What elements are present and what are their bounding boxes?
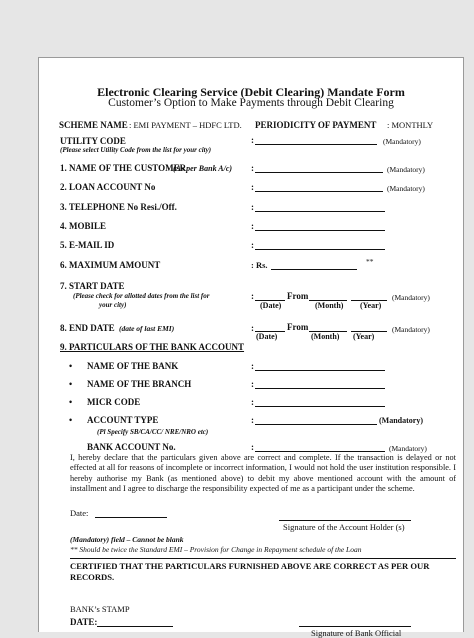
customer-name-label: 1. NAME OF THE CUSTOMER (60, 163, 187, 173)
end-date-note: (date of last EMI) (119, 324, 175, 333)
form-subtitle: Customer’s Option to Make Payments through Debit Clearing (108, 97, 394, 109)
telephone-field[interactable] (255, 211, 385, 212)
start-date-date-caption: (Date) (260, 301, 282, 310)
end-date-year-caption: (Year) (353, 332, 375, 341)
bank-date-label: DATE: (70, 617, 98, 627)
bank-account-no-colon: : (251, 442, 254, 452)
bank-name-colon: : (251, 361, 254, 371)
bank-official-label: Signature of Bank Official (311, 628, 402, 638)
date-label: Date: (70, 508, 89, 518)
signature-label: Signature of the Account Holder (s) (283, 522, 405, 532)
maximum-amount-prefix: : Rs. (251, 260, 268, 270)
loan-account-mandatory: (Mandatory) (387, 184, 425, 193)
end-date-colon: : (251, 323, 254, 333)
end-date-mandatory: (Mandatory) (392, 325, 430, 334)
account-type-note: (Pl Specify SB/CA/CC/ NRE/NRO etc) (97, 428, 209, 436)
bullet-icon: • (69, 415, 73, 425)
customer-name-colon: : (251, 163, 254, 173)
micr-code-colon: : (251, 397, 254, 407)
end-date-date-caption: (Date) (256, 332, 278, 341)
certified-line-2: RECORDS. (70, 572, 115, 582)
start-date-from: From (287, 291, 309, 301)
email-field[interactable] (255, 249, 385, 250)
declaration-text: I, hereby declare that the particulars given above are correct and complete. If the transaction is delayed or not effected at all for reasons of incomplete or incorrect information, I would not hold the user institution responsible. I hereby authorise my Bank (as mentioned above) to debit my above mentioned account with the amount of installment and I agree to discharge the responsibility expected of me as a participant under the scheme. (70, 453, 456, 494)
branch-name-label: NAME OF THE BRANCH (87, 379, 192, 389)
start-date-label: 7. START DATE (60, 281, 125, 291)
start-date-mandatory: (Mandatory) (392, 293, 430, 302)
telephone-label: 3. TELEPHONE No Resi./Off. (60, 202, 177, 212)
email-label: 5. E-MAIL ID (60, 240, 115, 250)
bank-name-field[interactable] (255, 370, 385, 371)
maximum-amount-stars: ** (366, 257, 374, 266)
end-date-label: 8. END DATE (60, 323, 115, 333)
mobile-field[interactable] (255, 230, 385, 231)
telephone-colon: : (251, 202, 254, 212)
micr-code-label: MICR CODE (87, 397, 141, 407)
end-date-month-caption: (Month) (311, 332, 340, 341)
bank-account-no-mandatory: (Mandatory) (389, 444, 427, 453)
customer-name-field[interactable] (255, 172, 383, 173)
bullet-icon: • (69, 397, 73, 407)
bank-official-signature-field[interactable] (299, 626, 411, 627)
maximum-amount-field[interactable] (271, 269, 357, 270)
mandate-form-page (38, 57, 464, 638)
branch-name-field[interactable] (255, 388, 385, 389)
mobile-colon: : (251, 221, 254, 231)
bank-name-label: NAME OF THE BANK (87, 361, 179, 371)
utility-code-label: UTILITY CODE (60, 136, 126, 146)
end-date-from: From (287, 322, 309, 332)
periodicity-value: : MONTHLY (387, 120, 434, 130)
mobile-label: 4. MOBILE (60, 221, 107, 231)
utility-colon: : (251, 135, 254, 145)
customer-name-mandatory: (Mandatory) (387, 165, 425, 174)
emi-footnote: ** Should be twice the Standard EMI – Provision for Change in Repayment schedule of the Loan (70, 545, 362, 554)
utility-code-note: (Please select Utility Code from the list for your city) (60, 146, 212, 154)
email-colon: : (251, 240, 254, 250)
start-date-note-2: your city) (99, 301, 127, 309)
bullet-icon: • (69, 379, 73, 389)
account-type-field[interactable] (255, 424, 377, 425)
date-field[interactable] (95, 517, 167, 518)
periodicity-label: PERIODICITY OF PAYMENT (255, 120, 377, 130)
customer-name-note: (As per Bank A/c) (173, 164, 233, 173)
section-divider (70, 558, 456, 559)
account-type-label: ACCOUNT TYPE (87, 415, 159, 425)
bank-account-no-label: BANK ACCOUNT No. (87, 442, 176, 452)
bullet-icon: • (69, 361, 73, 371)
bank-date-field[interactable] (97, 626, 173, 627)
loan-account-field[interactable] (255, 191, 383, 192)
loan-account-colon: : (251, 182, 254, 192)
start-date-month-caption: (Month) (315, 301, 344, 310)
loan-account-label: 2. LOAN ACCOUNT No (60, 182, 156, 192)
branch-name-colon: : (251, 379, 254, 389)
bank-stamp-label: BANK’s STAMP (70, 604, 130, 614)
maximum-amount-label: 6. MAXIMUM AMOUNT (60, 260, 161, 270)
bank-account-no-field[interactable] (255, 451, 385, 452)
scheme-label: SCHEME NAME (59, 120, 128, 130)
scheme-value: : EMI PAYMENT – HDFC LTD. (129, 120, 242, 130)
start-date-note-1: (Please check for allotted dates from the list for (73, 292, 210, 300)
certified-line-1: CERTIFIED THAT THE PARTICULARS FURNISHED ABOVE ARE CORRECT AS PER OUR (70, 561, 430, 571)
utility-mandatory: (Mandatory) (383, 137, 421, 146)
account-type-colon: : (251, 415, 254, 425)
start-date-year-caption: (Year) (360, 301, 382, 310)
signature-field[interactable] (279, 520, 411, 521)
mandatory-footnote: (Mandatory) field – Cannot be blank (70, 535, 184, 544)
utility-code-field[interactable] (255, 144, 377, 145)
start-date-colon: : (251, 291, 254, 301)
micr-code-field[interactable] (255, 406, 385, 407)
account-type-mandatory: (Mandatory) (379, 416, 423, 425)
form-title: Electronic Clearing Service (Debit Clearing) Mandate Form (97, 85, 405, 99)
bank-particulars-heading: 9. PARTICULARS OF THE BANK ACCOUNT (60, 342, 245, 352)
